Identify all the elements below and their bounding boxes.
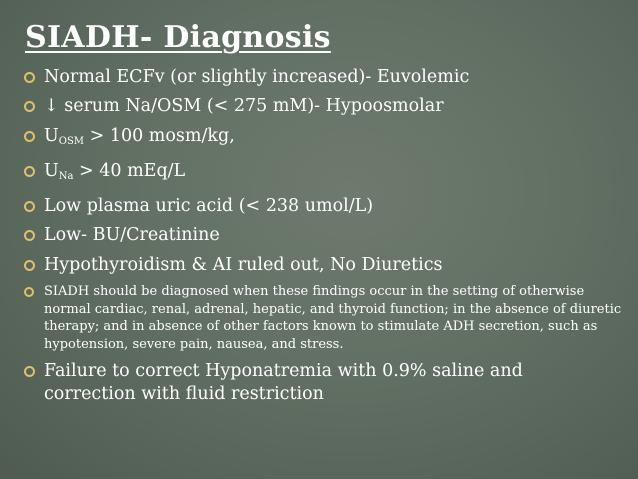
bullet-subscript: Na (58, 170, 74, 182)
circle-bullet-icon (24, 366, 35, 377)
bullet-text: Normal ECFv (or slightly increased)- Euvolemic (44, 67, 470, 87)
bullet-text: > 100 mosm/kg, (84, 125, 235, 146)
circle-bullet-icon (24, 230, 35, 241)
bullet-item (23, 283, 624, 353)
circle-bullet-icon (24, 72, 35, 83)
circle-bullet-icon (24, 201, 35, 212)
bullet-text: Failure to correct Hyponatremia with 0.9% saline and correction with fluid restriction (44, 361, 523, 405)
bullet-item (23, 95, 623, 117)
bullet-item (23, 66, 623, 88)
bullet-item (23, 160, 623, 188)
bullet-item (23, 254, 623, 276)
bullet-text: SIADH should be diagnosed when these findings occur in the setting of otherwise normal cardiac, renal, adrenal, hepatic, and thyroid function; in the absence of diuretic therapy; and in absence of other factors known to stimulate ADH secretion, such as hypotension, severe pain, nausea, and stress. (44, 284, 622, 352)
circle-bullet-icon (24, 131, 35, 142)
bullet-item (23, 125, 623, 153)
bullet-subscript: OSM (58, 135, 85, 147)
circle-bullet-icon (24, 166, 35, 177)
bullet-text: Hypothyroidism & AI ruled out, No Diuretics (44, 254, 443, 275)
slide-title: SIADH- Diagnosis (25, 20, 331, 55)
bullet-text: Low- BU/Creatinine (44, 225, 220, 246)
bullet-list (23, 66, 623, 413)
circle-bullet-icon (24, 260, 35, 271)
bullet-item (23, 224, 623, 246)
circle-bullet-icon (24, 287, 34, 297)
bullet-item (23, 195, 623, 217)
bullet-item (23, 360, 604, 406)
bullet-prefix: U (44, 160, 59, 181)
bullet-prefix: U (44, 125, 59, 146)
bullet-text: > 40 mEq/L (73, 160, 186, 181)
circle-bullet-icon (24, 101, 35, 112)
bullet-text: ↓ serum Na/OSM (< 275 mM)- Hypoosmolar (44, 96, 444, 117)
bullet-text: Low plasma uric acid (< 238 umol/L) (44, 196, 374, 217)
